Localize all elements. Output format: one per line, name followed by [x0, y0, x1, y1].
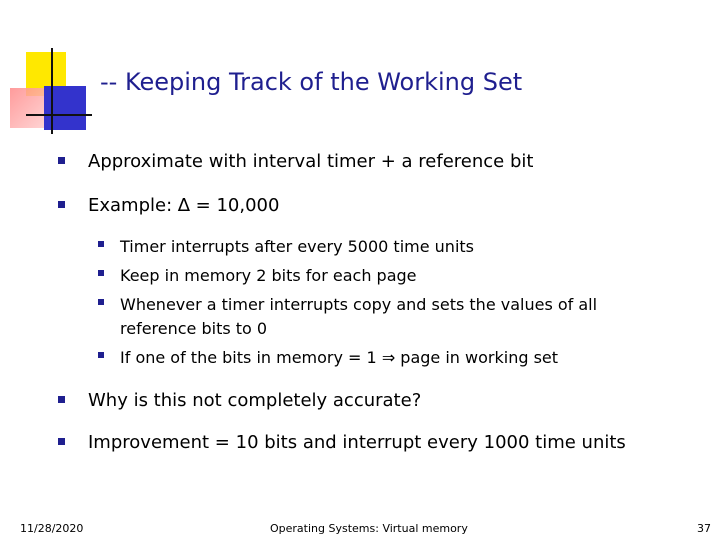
- sub-bullet-square-icon: [98, 352, 104, 358]
- footer-course: Operating Systems: Virtual memory: [270, 522, 468, 535]
- sub-bullet-text: If one of the bits in memory = 1 ⇒ page in working set: [120, 348, 559, 367]
- sub-bullet-square-icon: [98, 299, 104, 305]
- logo-vertical-line: [51, 48, 53, 134]
- sub-bullet-text: Timer interrupts after every 5000 time units: [120, 237, 474, 256]
- bullet-square-icon: [58, 438, 65, 445]
- bullet-text: Approximate with interval timer + a reference bit: [88, 151, 534, 172]
- bullet-text: Improvement = 10 bits and interrupt every 1000 time units: [88, 432, 626, 453]
- footer-date: 11/28/2020: [20, 522, 84, 535]
- logo-horizontal-line: [26, 114, 92, 116]
- sub-bullet-square-icon: [98, 241, 104, 247]
- slide-title: -- Keeping Track of the Working Set: [100, 68, 523, 96]
- bullet-square-icon: [58, 396, 65, 403]
- bullet-text: Example: ∆ = 10,000: [88, 195, 280, 216]
- bullet-text: Why is this not completely accurate?: [88, 390, 422, 411]
- sub-bullet-square-icon: [98, 270, 104, 276]
- sub-bullet-text: Keep in memory 2 bits for each page: [120, 266, 417, 285]
- sub-bullet-text: Whenever a timer interrupts copy and sets the values of all reference bits to 0: [120, 295, 598, 338]
- bullet-square-icon: [58, 201, 65, 208]
- footer-page-number: 37: [697, 522, 711, 535]
- bullet-square-icon: [58, 157, 65, 164]
